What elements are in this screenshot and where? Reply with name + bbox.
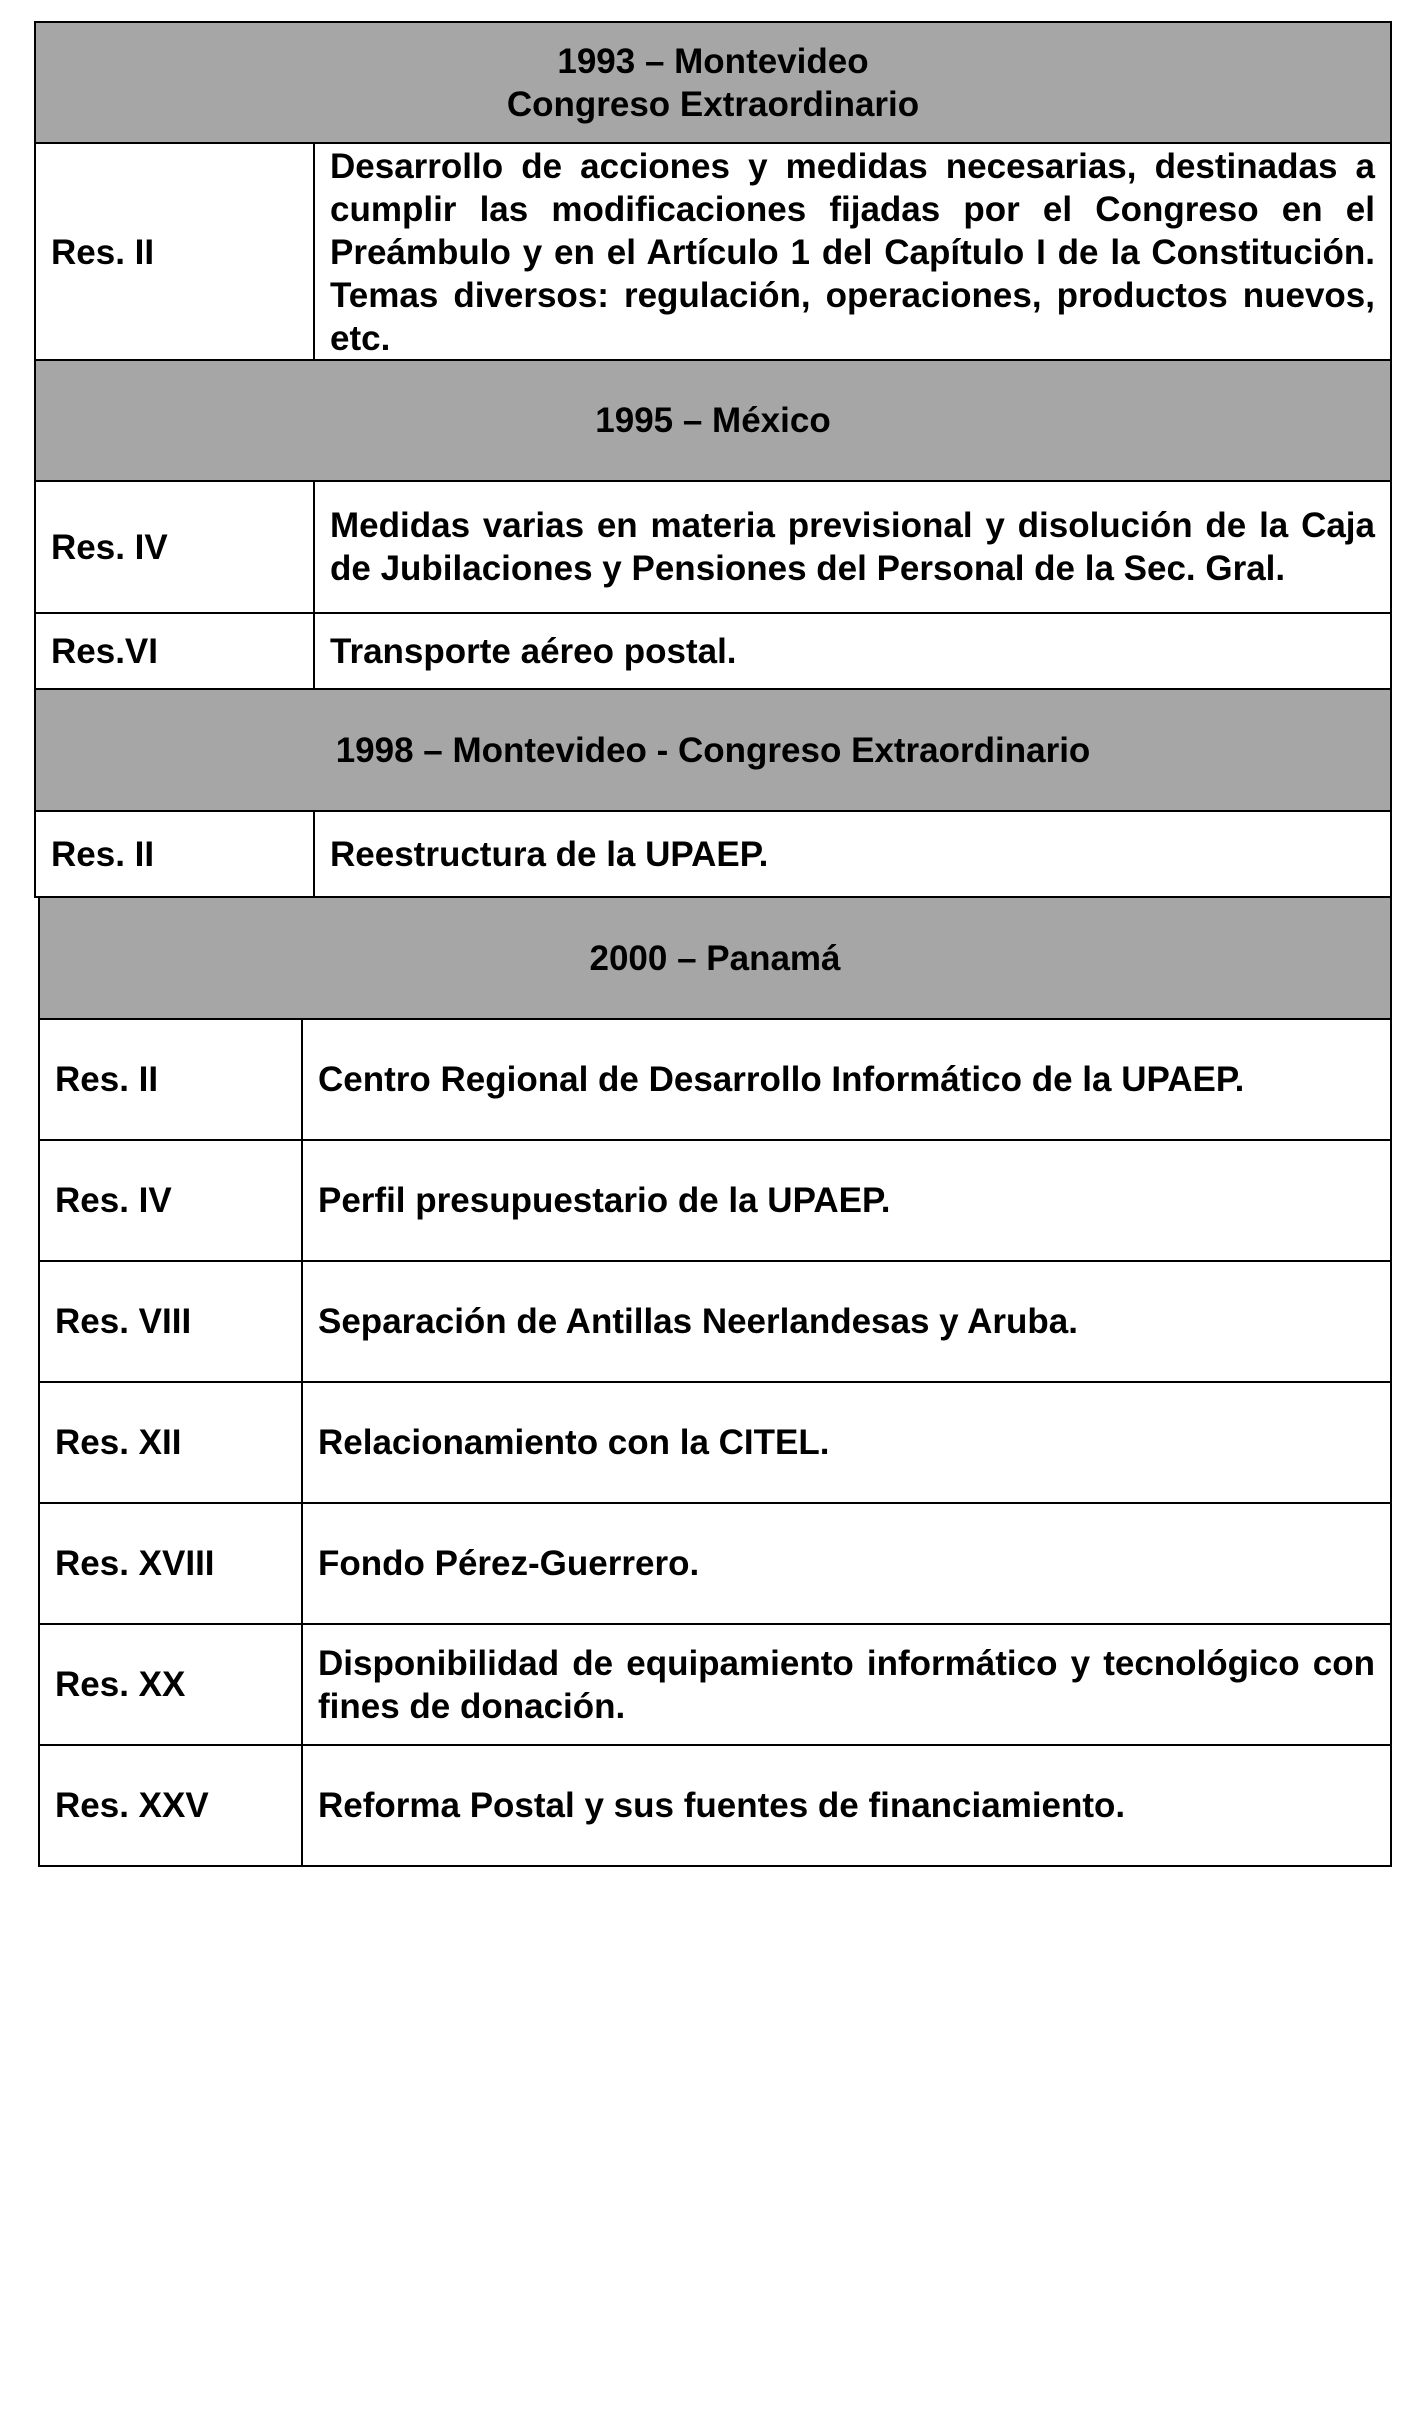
table-row	[39, 1140, 1391, 1261]
section-header-row	[35, 689, 1391, 811]
resolution-description	[302, 1261, 1391, 1382]
description-line: Disponibilidad de equipamiento informático y tecnológico	[318, 1643, 1300, 1683]
section-header-line: Congreso Extraordinario	[506, 84, 920, 124]
resolution-number: Res. IV	[39, 1140, 302, 1261]
description-line: Reforma Postal y sus fuentes de financiamiento.	[318, 1786, 1126, 1825]
description-line: con fines de donación.	[318, 1643, 1375, 1726]
section-1998-montevideo	[34, 688, 1392, 898]
table-row	[39, 1624, 1391, 1745]
table-row	[39, 1745, 1391, 1866]
section-header-row	[35, 22, 1391, 143]
resolution-description	[314, 481, 1391, 613]
table-row	[35, 143, 1391, 361]
section-1995-mexico	[34, 359, 1392, 691]
description-line: Constitución. Temas diversos: regulación, operaciones,	[330, 232, 1375, 315]
resolution-description	[314, 613, 1391, 690]
resolution-description	[314, 811, 1391, 897]
resolution-number: Res. II	[39, 1019, 302, 1140]
resolutions-table	[34, 688, 1392, 898]
resolution-number: Res. II	[35, 143, 314, 361]
section-1993-montevideo	[34, 21, 1392, 362]
resolution-description	[302, 1382, 1391, 1503]
section-header	[35, 689, 1391, 811]
section-header	[35, 360, 1391, 481]
description-line: Fondo Pérez-Guerrero.	[318, 1544, 700, 1583]
section-header-row	[39, 897, 1391, 1019]
section-header-line: 1993 – Montevideo	[557, 41, 869, 81]
resolution-number: Res. XVIII	[39, 1503, 302, 1624]
description-line: Desarrollo de acciones y medidas necesarias, destinadas a	[330, 146, 1375, 186]
resolution-number: Res. IV	[35, 481, 314, 613]
resolution-number: Res. VIII	[39, 1261, 302, 1382]
section-header-line: 2000 – Panamá	[589, 938, 841, 978]
resolutions-table	[38, 896, 1392, 1867]
section-header-line: 1998 – Montevideo - Congreso Extraordinario	[335, 730, 1091, 770]
description-line: Transporte aéreo postal.	[330, 632, 737, 671]
resolution-description	[302, 1140, 1391, 1261]
table-row	[35, 613, 1391, 690]
resolution-number: Res. II	[35, 811, 314, 897]
resolutions-table	[34, 359, 1392, 691]
section-header	[39, 897, 1391, 1019]
resolution-number: Res.VI	[35, 613, 314, 690]
section-2000-panama	[38, 896, 1392, 1867]
resolution-description	[302, 1019, 1391, 1140]
description-line: Gral.	[1205, 549, 1286, 588]
section-header-row	[35, 360, 1391, 481]
description-line: Centro Regional de Desarrollo Informático de la UPAEP.	[318, 1060, 1245, 1099]
section-header-line: 1995 – México	[595, 401, 831, 440]
resolution-description	[302, 1745, 1391, 1866]
resolution-number: Res. XXV	[39, 1745, 302, 1866]
description-line: Perfil presupuestario de la UPAEP.	[318, 1181, 891, 1220]
description-line: Caja de Jubilaciones y Pensiones del Personal de la Sec.	[330, 506, 1375, 588]
table-row	[39, 1019, 1391, 1140]
table-row	[35, 811, 1391, 897]
table-row	[39, 1382, 1391, 1503]
resolution-description	[314, 143, 1391, 361]
resolution-number: Res. XX	[39, 1624, 302, 1745]
table-row	[39, 1261, 1391, 1382]
table-row	[35, 481, 1391, 613]
description-line: Relacionamiento con la CITEL.	[318, 1423, 830, 1462]
resolution-number: Res. XII	[39, 1382, 302, 1503]
resolution-description	[302, 1503, 1391, 1624]
resolution-description	[302, 1624, 1391, 1745]
resolutions-table	[34, 21, 1392, 362]
description-line: productos nuevos, etc.	[330, 275, 1375, 358]
description-line: Separación de Antillas Neerlandesas y Aruba.	[318, 1302, 1078, 1341]
description-line: Medidas varias en materia previsional y disolución de la	[330, 506, 1289, 545]
table-row	[39, 1503, 1391, 1624]
description-line: Preámbulo y en el Artículo 1 del Capítulo I de la	[330, 232, 1140, 272]
description-line: cumplir las modificaciones fijadas por el Congreso en el	[330, 189, 1375, 229]
section-header	[35, 22, 1391, 143]
description-line: Reestructura de la UPAEP.	[330, 834, 769, 874]
